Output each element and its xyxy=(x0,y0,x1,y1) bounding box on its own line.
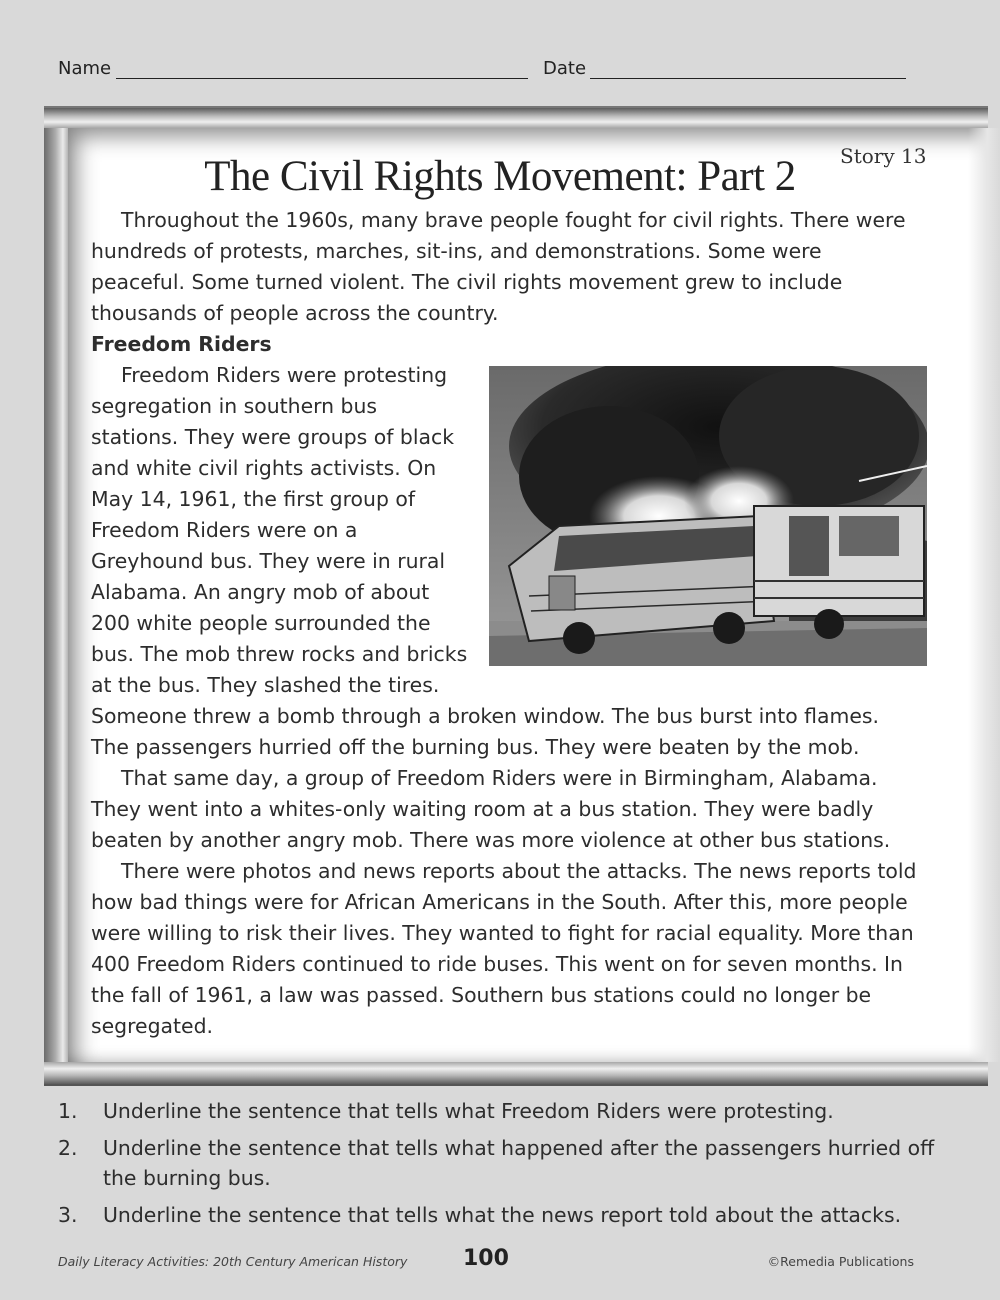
news-reports-paragraph: There were photos and news reports about the attacks. The news reports told how bad things were for African Americans in the South. After this, more people were willing to risk their lives. They wanted to fight for racial equality. More than 400 Freedom Riders continued to ride buses. This went on for seven months. In the fall of 1961, a law was passed. Southern bus stations could no longer be segregated. xyxy=(91,859,917,1038)
question-number: 2. xyxy=(58,1136,78,1160)
question-item xyxy=(58,1200,938,1230)
freedom-riders-paragraph: Freedom Riders were protesting segregation in southern bus stations. They were groups of black and white civil rights activists. On May 14, 1961, the first group of Freedom Riders were on a Greyhound bus. They were in rural Alabama. An angry mob of about 200 white people surrounded the bus. The mob threw rocks and bricks at the bus. They slashed the tires. Someone threw a bomb through a broken window. The bus burst into flames. The passengers hurried off the burning bus. They were beaten by the mob. xyxy=(91,363,880,759)
name-label: Name xyxy=(58,58,112,79)
question-text: Underline the sentence that tells what the news report told about the attacks. xyxy=(103,1203,902,1227)
burning-bus-illustration xyxy=(489,366,927,666)
story-body xyxy=(91,205,921,1042)
burning-bus-photo xyxy=(489,366,927,666)
story-title: The Civil Rights Movement: Part 2 xyxy=(204,153,796,200)
question-item xyxy=(58,1133,938,1193)
question-number: 1. xyxy=(58,1099,78,1123)
name-date-row xyxy=(58,58,918,86)
story-number: Story 13 xyxy=(840,144,927,168)
date-label: Date xyxy=(543,58,587,79)
panel-edge-fade xyxy=(968,128,1000,1062)
copyright: ©Remedia Publications xyxy=(767,1254,914,1269)
intro-paragraph: Throughout the 1960s, many brave people fought for civil rights. There were hundreds of protests, marches, sit-ins, and demonstrations. Some were peaceful. Some turned violent. The civil rights movement grew to include thousands of people across the country. xyxy=(91,208,906,325)
page-footer xyxy=(58,1246,914,1276)
question-text: Underline the sentence that tells what happened after the passengers hurried off the burning bus. xyxy=(103,1136,935,1190)
birmingham-paragraph: That same day, a group of Freedom Riders were in Birmingham, Alabama. They went into a whites-only waiting room at a bus station. They were badly beaten by another angry mob. There was more violence at other bus stations. xyxy=(91,766,891,852)
page-number: 100 xyxy=(463,1246,509,1271)
question-text: Underline the sentence that tells what Freedom Riders were protesting. xyxy=(103,1099,834,1123)
name-field-line[interactable] xyxy=(116,78,528,79)
date-field-line[interactable] xyxy=(590,78,906,79)
question-number: 3. xyxy=(58,1203,78,1227)
questions-list xyxy=(58,1096,938,1237)
question-item xyxy=(58,1096,938,1126)
subheading: Freedom Riders xyxy=(91,332,272,356)
source-title: Daily Literacy Activities: 20th Century American History xyxy=(58,1254,408,1269)
